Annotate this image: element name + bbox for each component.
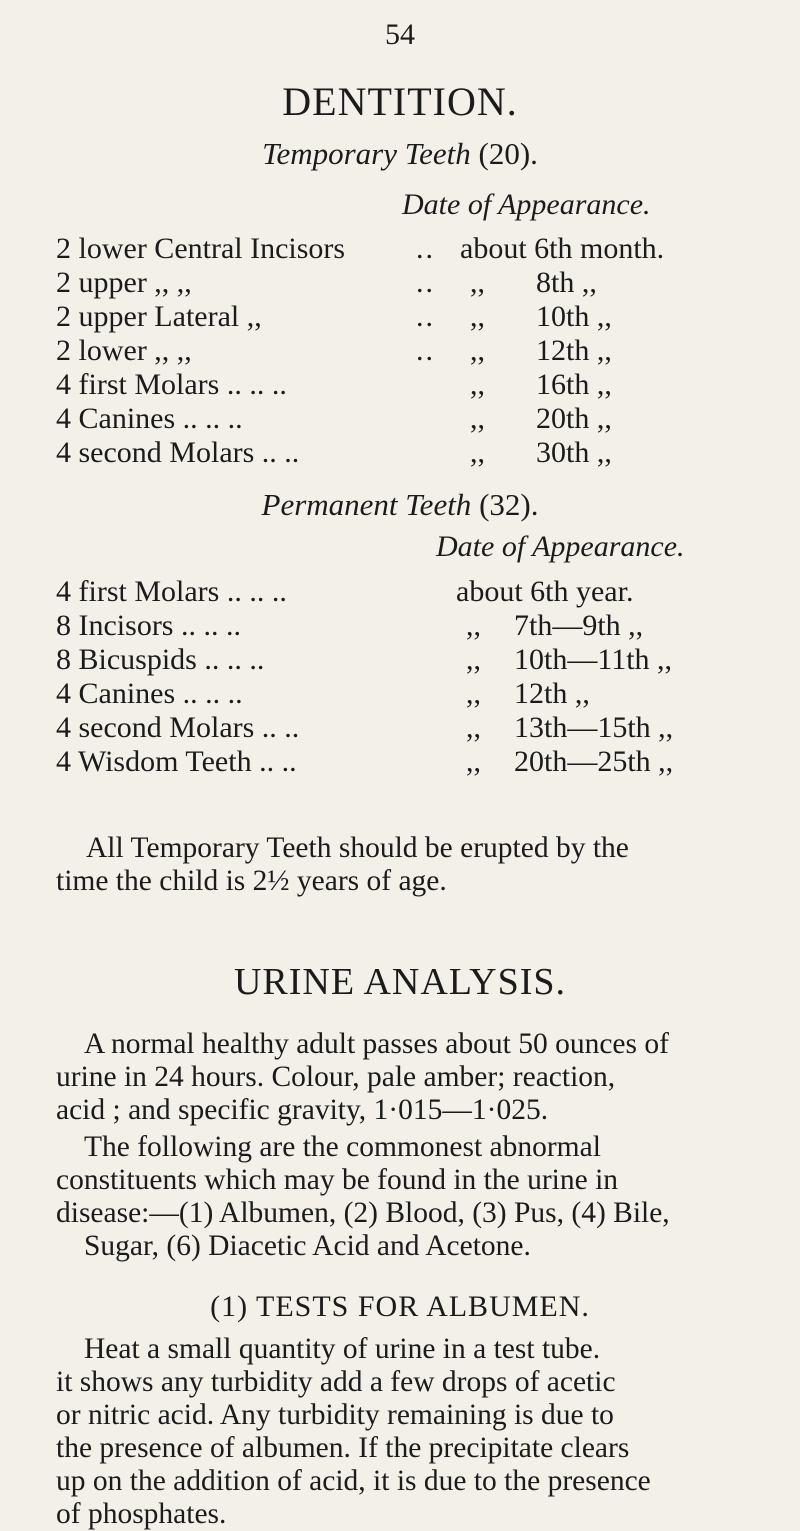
temporary-ditto-mark: ,,	[470, 266, 485, 299]
permanent-teeth-count: (32).	[479, 487, 539, 522]
temporary-date-value: 20th ,,	[536, 402, 612, 435]
permanent-tooth-group: 8 Bicuspids .. .. ..	[56, 643, 265, 676]
temporary-tooth-group: 2 lower Central Incisors	[56, 232, 346, 265]
permanent-date-value: 13th—15th ,,	[514, 711, 674, 744]
para3-line-5: up on the addition of acid, it is due to the presence	[56, 1465, 651, 1497]
permanent-tooth-group: 8 Incisors .. .. ..	[56, 609, 241, 642]
permanent-row	[56, 711, 776, 747]
para3-line-3: or nitric acid. Any turbidity remaining is due to	[56, 1399, 614, 1431]
permanent-row	[56, 745, 776, 781]
permanent-ditto-mark: ,,	[466, 745, 481, 778]
permanent-ditto-mark: ,,	[466, 643, 481, 676]
temporary-date-value: about 6th month.	[460, 232, 665, 265]
permanent-ditto-mark: ,,	[466, 677, 481, 710]
temporary-ditto-mark: ,,	[470, 334, 485, 367]
temporary-row	[56, 436, 776, 472]
note-line-1: All Temporary Teeth should be erupted by the	[86, 832, 629, 864]
temporary-leader-dots: ..	[416, 334, 435, 367]
permanent-tooth-group: 4 Wisdom Teeth .. ..	[56, 745, 297, 778]
permanent-teeth-heading	[0, 487, 800, 523]
temporary-tooth-group: 2 upper Lateral ,,	[56, 300, 262, 333]
permanent-date-value: about 6th year.	[456, 575, 634, 608]
temporary-tooth-group: 2 upper ,, ,,	[56, 266, 192, 299]
temporary-date-value: 30th ,,	[536, 436, 612, 469]
temporary-row	[56, 334, 776, 370]
temporary-ditto-mark: ,,	[470, 368, 485, 401]
para1-line-3: acid ; and specific gravity, 1·015—1·025.	[56, 1094, 549, 1126]
para2-line-1: The following are the commonest abnormal	[84, 1131, 601, 1163]
permanent-ditto-mark: ,,	[466, 711, 481, 744]
permanent-row	[56, 643, 776, 679]
page-number: 54	[385, 18, 415, 51]
para2-line-4: Sugar, (6) Diacetic Acid and Acetone.	[84, 1230, 531, 1262]
permanent-tooth-group: 4 second Molars .. ..	[56, 711, 300, 744]
albumen-tests-heading: (1) TESTS FOR ALBUMEN.	[210, 1290, 590, 1323]
temporary-teeth-heading	[0, 136, 800, 172]
temporary-leader-dots: ..	[416, 232, 435, 265]
permanent-tooth-group: 4 Canines .. .. ..	[56, 677, 243, 710]
temporary-ditto-mark: ,,	[470, 300, 485, 333]
temporary-teeth-count: (20).	[478, 136, 538, 171]
permanent-date-value: 7th—9th ,,	[514, 609, 644, 642]
permanent-row	[56, 575, 776, 611]
para3-line-4: the presence of albumen. If the precipitate clears	[56, 1432, 630, 1464]
permanent-teeth-label: Permanent Teeth	[261, 487, 472, 522]
temporary-tooth-group: 4 Canines .. .. ..	[56, 402, 243, 435]
temporary-row	[56, 266, 776, 302]
temporary-tooth-group: 4 first Molars .. .. ..	[56, 368, 287, 401]
temporary-row	[56, 402, 776, 438]
temporary-ditto-mark: ,,	[470, 402, 485, 435]
urine-paragraph-3	[56, 1333, 776, 1531]
permanent-date-header: Date of Appearance.	[436, 530, 685, 563]
dentition-note	[56, 832, 776, 898]
urine-paragraph-2	[56, 1131, 776, 1263]
temporary-date-value: 12th ,,	[536, 334, 612, 367]
note-line-2: time the child is 2½ years of age.	[56, 865, 447, 897]
permanent-row	[56, 609, 776, 645]
temporary-row	[56, 300, 776, 336]
temporary-leader-dots: ..	[416, 266, 435, 299]
para1-line-1: A normal healthy adult passes about 50 ounces of	[84, 1028, 669, 1060]
temporary-date-header: Date of Appearance.	[402, 188, 651, 221]
temporary-tooth-group: 4 second Molars .. ..	[56, 436, 300, 469]
temporary-date-value: 10th ,,	[536, 300, 612, 333]
para2-line-2: constituents which may be found in the urine in	[56, 1164, 619, 1196]
temporary-leader-dots: ..	[416, 300, 435, 333]
urine-paragraph-1	[56, 1028, 776, 1127]
temporary-row	[56, 368, 776, 404]
temporary-ditto-mark: ,,	[470, 436, 485, 469]
permanent-row	[56, 677, 776, 713]
para2-line-3: disease:—(1) Albumen, (2) Blood, (3) Pus, (4) Bile,	[56, 1197, 670, 1229]
para3-line-1: Heat a small quantity of urine in a test tube.	[84, 1333, 601, 1365]
temporary-date-value: 16th ,,	[536, 368, 612, 401]
permanent-date-value: 10th—11th ,,	[514, 643, 673, 676]
permanent-date-value: 20th—25th ,,	[514, 745, 674, 778]
temporary-date-value: 8th ,,	[536, 266, 597, 299]
page-title: DENTITION.	[282, 79, 518, 124]
temporary-row	[56, 232, 776, 268]
para1-line-2: urine in 24 hours. Colour, pale amber; reaction,	[56, 1061, 616, 1093]
para3-line-2: it shows any turbidity add a few drops of acetic	[56, 1366, 616, 1398]
permanent-date-value: 12th ,,	[514, 677, 590, 710]
permanent-tooth-group: 4 first Molars .. .. ..	[56, 575, 287, 608]
temporary-tooth-group: 2 lower ,, ,,	[56, 334, 192, 367]
para3-line-6: of phosphates.	[56, 1498, 227, 1530]
permanent-ditto-mark: ,,	[466, 609, 481, 642]
urine-analysis-heading: URINE ANALYSIS.	[233, 961, 567, 1003]
temporary-teeth-label: Temporary Teeth	[262, 136, 471, 171]
